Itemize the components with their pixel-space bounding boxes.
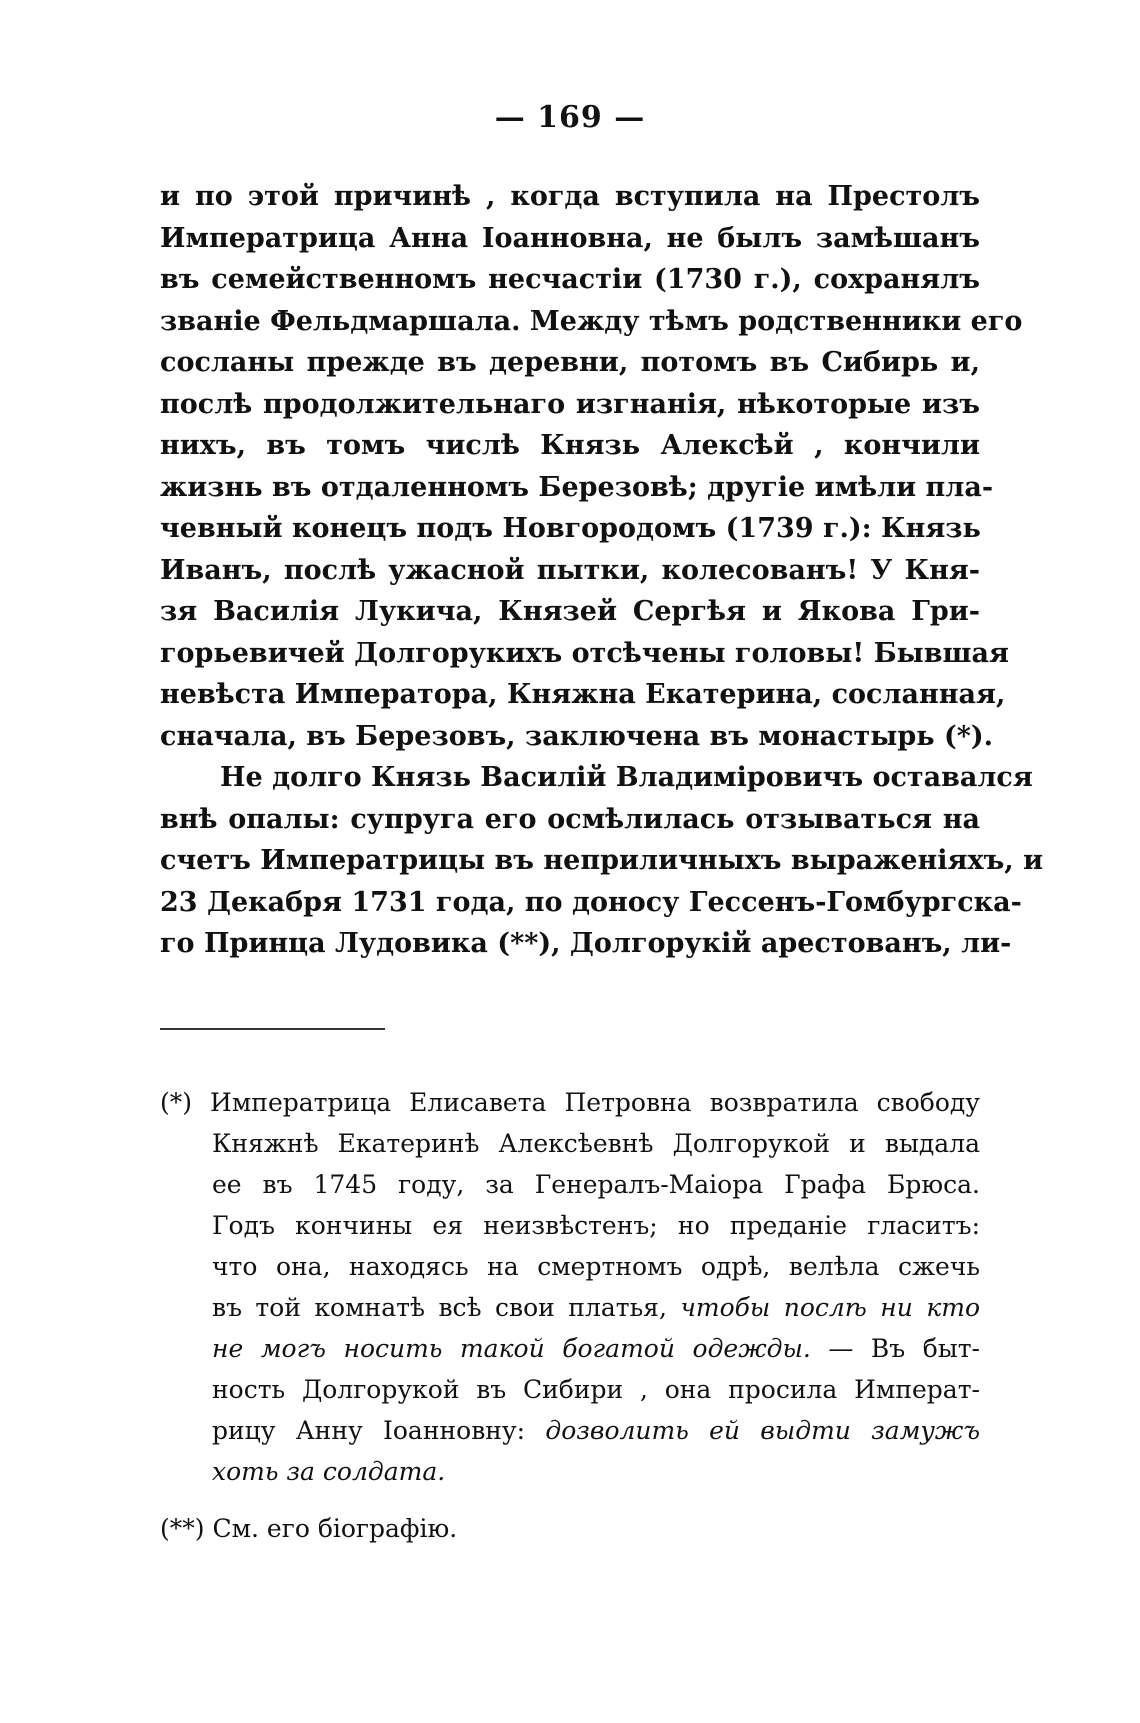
text-line: въ семейственномъ несчастіи (1730 г.), сохранялъ bbox=[160, 264, 980, 295]
footnote-quote: хоть за солдата. bbox=[212, 1457, 446, 1486]
text-line: внѣ опалы: супруга его осмѣлилась отзываться на bbox=[160, 803, 980, 835]
footnote-line: что она, находясь на смертномъ одрѣ, велѣла сжечь bbox=[212, 1252, 980, 1281]
text-line: чевный конецъ подъ Новгородомъ (1739 г.): Князь bbox=[160, 513, 981, 544]
main-text-body bbox=[160, 176, 1044, 965]
footnote-text: рицу Анну Іоанновну: bbox=[212, 1416, 526, 1445]
footnote-quote: дозволить ей выдти замужъ bbox=[545, 1416, 981, 1445]
text-line: зя Василія Лукича, Князей Сергѣя и Якова Гри- bbox=[160, 596, 980, 627]
text-line: Иванъ, послѣ ужасной пытки, колесованъ! У Кня- bbox=[160, 554, 980, 586]
text-line: Императрица Анна Іоанновна, не былъ замѣшанъ bbox=[160, 222, 980, 254]
text-line: званіе Фельдмаршала. Между тѣмъ родственники его bbox=[160, 305, 1023, 337]
text-line: Не долго Князь Василій Владиміровичъ оставался bbox=[220, 762, 1033, 793]
footnote-line bbox=[160, 1328, 980, 1369]
footnote-line: ее въ 1745 году, за Генералъ-Маіора Графа Брюса. bbox=[212, 1170, 980, 1199]
footnote-line: Княжнѣ Екатеринѣ Алексѣевнѣ Долгорукой и выдала bbox=[212, 1129, 980, 1158]
footnotes bbox=[160, 1082, 980, 1549]
footnote-separator bbox=[160, 1028, 385, 1030]
footnote-text: — Въ быт- bbox=[828, 1334, 980, 1363]
footnote-quote: чтобы послѣ ни кто bbox=[680, 1293, 981, 1322]
text-line: горьевичей Долгорукихъ отсѣчены головы! Бывшая bbox=[160, 637, 1009, 669]
text-line: 23 Декабря 1731 года, по доносу Гессенъ-Гомбургска- bbox=[160, 886, 1022, 918]
footnote-line bbox=[160, 1410, 980, 1451]
footnote-quote: не могъ носить такой богатой одежды. bbox=[212, 1334, 811, 1363]
footnote-line: Годъ кончины ея неизвѣстенъ; но преданіе гласитъ: bbox=[212, 1211, 980, 1240]
footnote-text: въ той комнатѣ всѣ свои платья, bbox=[212, 1293, 667, 1322]
text-line: и по этой причинѣ , когда вступила на Престолъ bbox=[160, 181, 980, 212]
footnote-line: (*) Императрица Елисавета Петровна возвратила свободу bbox=[160, 1088, 980, 1117]
text-line: невѣста Императора, Княжна Екатерина, сосланная, bbox=[160, 679, 1006, 710]
text-line: нихъ, въ томъ числѣ Князь Алексѣй , кончили bbox=[160, 430, 980, 461]
text-line: жизнь въ отдаленномъ Березовѣ; другіе имѣли пла- bbox=[160, 471, 994, 503]
text-line: послѣ продолжительнаго изгнанія, нѣкоторые изъ bbox=[160, 388, 980, 420]
footnote-line: ность Долгорукой въ Сибири , она просила Императ- bbox=[212, 1375, 980, 1404]
footnote-line bbox=[160, 1287, 980, 1328]
footnote-line: (**) См. его біографію. bbox=[160, 1514, 458, 1543]
text-line: сосланы прежде въ деревни, потомъ въ Сибирь и, bbox=[160, 347, 980, 378]
footnote-1 bbox=[160, 1082, 980, 1492]
text-line: го Принца Лудовика (**), Долгорукій арестованъ, ли- bbox=[160, 928, 1012, 959]
page-number: — 169 — bbox=[494, 100, 646, 135]
text-line: счетъ Императрицы въ неприличныхъ выраженіяхъ, и bbox=[160, 845, 1044, 876]
text-line: сначала, въ Березовъ, заключена въ монастырь (*). bbox=[160, 720, 994, 752]
footnote-2 bbox=[160, 1508, 980, 1549]
footnote-line bbox=[160, 1451, 980, 1492]
